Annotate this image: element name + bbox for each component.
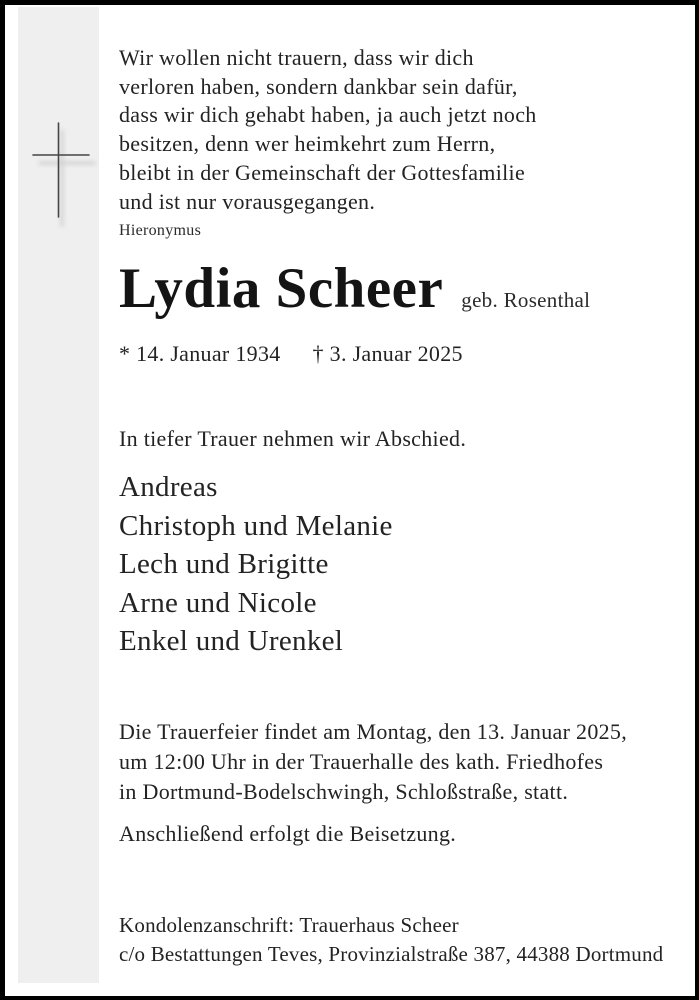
service-line: in Dortmund-Bodelschwingh, Schloßstraße, statt. bbox=[119, 779, 569, 804]
condolence-address bbox=[119, 911, 663, 969]
service-line: Die Trauerfeier findet am Montag, den 13. Januar 2025, bbox=[119, 719, 628, 744]
mourner-name: Andreas bbox=[119, 471, 218, 503]
mourner-name: Christoph und Melanie bbox=[119, 509, 393, 542]
birth-date-group bbox=[119, 341, 281, 366]
life-dates bbox=[119, 341, 463, 367]
deceased-name: Lydia Scheer bbox=[119, 257, 444, 320]
funeral-service-info bbox=[119, 717, 627, 807]
burial-info: Anschließend erfolgt die Beisetzung. bbox=[119, 821, 457, 846]
condolence-line: Kondolenzanschrift: Trauerhaus Scheer bbox=[119, 913, 459, 937]
quote-line: dass wir dich gehabt haben, ja auch jetzt noch bbox=[119, 102, 537, 128]
quote-line: verloren haben, sondern dankbar sein dafür, bbox=[119, 73, 518, 99]
latin-cross-icon bbox=[18, 97, 99, 247]
sidebar-strip bbox=[18, 7, 99, 983]
quote-attribution: Hieronymus bbox=[119, 222, 202, 239]
birth-symbol: * bbox=[119, 341, 131, 366]
mourners-list bbox=[119, 468, 393, 661]
mourner-name: Lech und Brigitte bbox=[119, 548, 329, 580]
quote-line: Wir wollen nicht trauern, dass wir dich bbox=[119, 45, 474, 70]
death-date-group bbox=[313, 341, 463, 366]
death-symbol-icon: † bbox=[312, 341, 324, 366]
mourner-name: Enkel und Urenkel bbox=[119, 625, 344, 657]
quote-line: besitzen, denn wer heimkehrt zum Herrn, bbox=[119, 131, 496, 157]
mourner-name: Arne und Nicole bbox=[119, 586, 317, 619]
deceased-name-line bbox=[119, 257, 591, 320]
service-line: um 12:00 Uhr in der Trauerhalle des kath. Friedhofes bbox=[119, 749, 604, 774]
opening-quote bbox=[119, 44, 537, 216]
birth-date: 14. Januar 1934 bbox=[136, 341, 281, 366]
condolence-line: c/o Bestattungen Teves, Provinzialstraße 387, 44388 Dortmund bbox=[119, 942, 664, 966]
quote-line: und ist nur vorausgegangen. bbox=[119, 188, 376, 214]
maiden-name: geb. Rosenthal bbox=[461, 288, 591, 312]
quote-line: bleibt in der Gemeinschaft der Gottesfamilie bbox=[119, 159, 526, 185]
mourning-intro: In tiefer Trauer nehmen wir Abschied. bbox=[119, 426, 467, 451]
death-date: 3. Januar 2025 bbox=[329, 341, 463, 366]
